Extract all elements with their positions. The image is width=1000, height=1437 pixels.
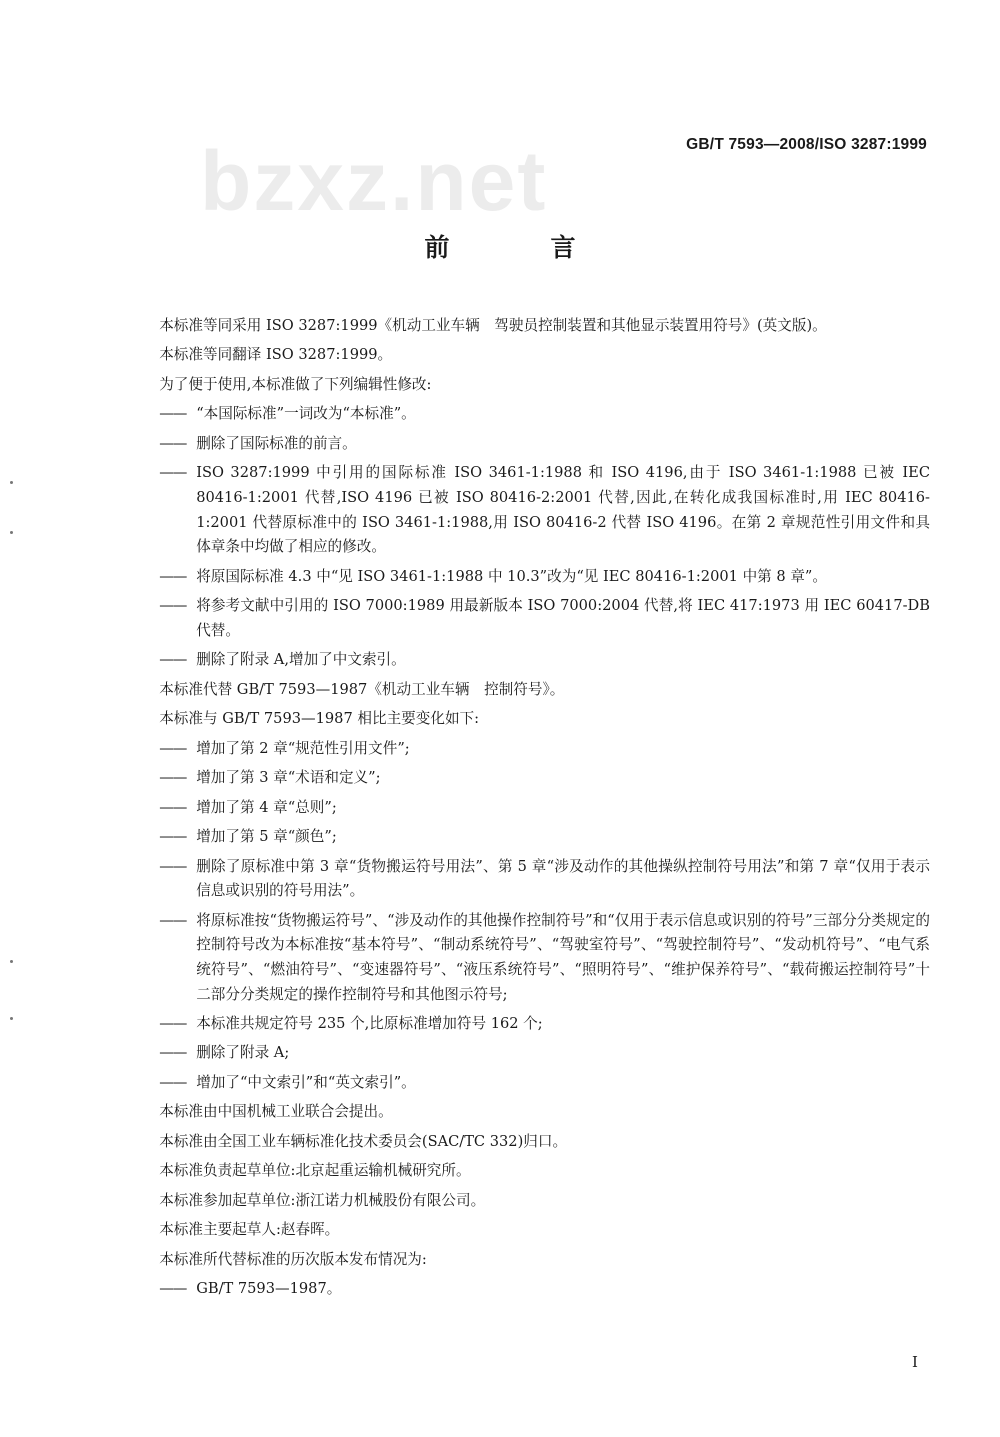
paragraph: 为了便于使用,本标准做了下列编辑性修改: bbox=[159, 375, 432, 393]
dash-item-text: ISO 3287:1999 中引用的国际标准 ISO 3461-1:1988 和 ISO 4196,由于 ISO 3461-1:1988 已被 IEC 80416-1:2001 代替,ISO 4196 已被 ISO 80416-2:2001 代替,因此,在转化成我国标准时,用 IEC 80416-1:2001 代替原标准中的 ISO 3461-1:1988,用 ISO 80416-2 代替 ISO 4196。在第 2 章规范性引用文件和具体章条中均做了相应的修改。 bbox=[196, 464, 930, 556]
paragraph: 本标准代替 GB/T 7593—1987《机动工业车辆 控制符号》。 bbox=[159, 680, 565, 698]
dash-list-item bbox=[130, 648, 930, 673]
margin-mark bbox=[10, 960, 13, 963]
paragraph: 本标准等同翻译 ISO 3287:1999。 bbox=[159, 346, 393, 364]
dash-list-item bbox=[130, 402, 930, 427]
dash-marker: —— bbox=[159, 567, 187, 585]
dash-item-text: 增加了“中文索引”和“英文索引”。 bbox=[196, 1073, 416, 1091]
dash-list-item bbox=[130, 825, 930, 850]
dash-item-text: 删除了国际标准的前言。 bbox=[196, 434, 357, 452]
dash-item-text: 删除了附录 A; bbox=[196, 1044, 290, 1062]
margin-mark bbox=[10, 481, 13, 484]
paragraph: 本标准负责起草单位:北京起重运输机械研究所。 bbox=[159, 1162, 471, 1180]
margin-mark bbox=[10, 531, 13, 534]
dash-list-item bbox=[130, 594, 930, 643]
dash-item-text: GB/T 7593—1987。 bbox=[196, 1280, 342, 1298]
dash-list-item bbox=[130, 796, 930, 821]
dash-item-text: 增加了第 5 章“颜色”; bbox=[196, 828, 337, 846]
dash-item-text: 将参考文献中引用的 ISO 7000:1989 用最新版本 ISO 7000:2004 代替,将 IEC 417:1973 用 IEC 60417-DB 代替。 bbox=[196, 597, 930, 639]
watermark: bzxz.net bbox=[200, 134, 548, 228]
paragraph: 本标准所代替标准的历次版本发布情况为: bbox=[159, 1250, 427, 1268]
dash-list-item bbox=[130, 461, 930, 559]
paragraph: 本标准由中国机械工业联合会提出。 bbox=[159, 1103, 393, 1121]
paragraph: 本标准主要起草人:赵春晖。 bbox=[159, 1221, 340, 1239]
dash-marker: —— bbox=[159, 464, 187, 482]
dash-item-text: 增加了第 3 章“术语和定义”; bbox=[196, 769, 381, 787]
dash-marker: —— bbox=[159, 405, 187, 423]
margin-mark bbox=[10, 1017, 13, 1020]
page-title: 前 言 bbox=[424, 233, 614, 262]
standard-code: GB/T 7593—2008/ISO 3287:1999 bbox=[686, 136, 927, 153]
dash-marker: —— bbox=[159, 434, 187, 452]
dash-marker: —— bbox=[159, 828, 187, 846]
dash-marker: —— bbox=[159, 1014, 187, 1032]
dash-marker: —— bbox=[159, 798, 187, 816]
dash-marker: —— bbox=[159, 597, 187, 615]
dash-marker: —— bbox=[159, 1073, 187, 1091]
dash-marker: —— bbox=[159, 1280, 187, 1298]
dash-item-text: 本标准共规定符号 235 个,比原标准增加符号 162 个; bbox=[196, 1014, 543, 1032]
document-body bbox=[130, 314, 930, 1307]
dash-marker: —— bbox=[159, 1044, 187, 1062]
dash-list-item bbox=[130, 1012, 930, 1037]
dash-list-item bbox=[130, 766, 930, 791]
dash-item-text: 删除了附录 A,增加了中文索引。 bbox=[196, 651, 406, 669]
paragraph: 本标准与 GB/T 7593—1987 相比主要变化如下: bbox=[159, 710, 480, 728]
dash-item-text: 将原国际标准 4.3 中“见 ISO 3461-1:1988 中 10.3”改为“见 IEC 80416-1:2001 中第 8 章”。 bbox=[196, 567, 827, 585]
page-number: I bbox=[912, 1353, 918, 1371]
paragraph: 本标准等同采用 ISO 3287:1999《机动工业车辆 驾驶员控制装置和其他显示装置用符号》(英文版)。 bbox=[159, 317, 827, 334]
dash-list-item bbox=[130, 565, 930, 590]
dash-item-text: 增加了第 2 章“规范性引用文件”; bbox=[196, 739, 410, 757]
dash-list-item bbox=[130, 432, 930, 457]
dash-list-item bbox=[130, 1071, 930, 1096]
dash-list-item bbox=[130, 855, 930, 904]
dash-list-item bbox=[130, 909, 930, 1007]
dash-item-text: 删除了原标准中第 3 章“货物搬运符号用法”、第 5 章“涉及动作的其他操纵控制符号用法”和第 7 章“仅用于表示信息或识别的符号用法”。 bbox=[196, 857, 930, 900]
dash-item-text: 增加了第 4 章“总则”; bbox=[196, 798, 337, 816]
paragraph: 本标准由全国工业车辆标准化技术委员会(SAC/TC 332)归口。 bbox=[159, 1132, 568, 1150]
dash-item-text: 将原标准按“货物搬运符号”、“涉及动作的其他操作控制符号”和“仅用于表示信息或识别的符号”三部分分类规定的控制符号改为本标准按“基本符号”、“制动系统符号”、“驾驶室符号”、“驾驶控制符号”、“发动机符号”、“电气系统符号”、“燃油符号”、“变速器符号”、“液压系统符号”、“照明符号”、“维护保养符号”、“载荷搬运控制符号”十二部分分类规定的操作控制符号和其他图示符号; bbox=[196, 911, 930, 1003]
dash-marker: —— bbox=[159, 857, 187, 875]
dash-list-item bbox=[130, 737, 930, 762]
dash-list-item bbox=[130, 1041, 930, 1066]
dash-marker: —— bbox=[159, 739, 187, 757]
dash-marker: —— bbox=[159, 651, 187, 669]
dash-marker: —— bbox=[159, 769, 187, 787]
paragraph: 本标准参加起草单位:浙江诺力机械股份有限公司。 bbox=[159, 1191, 486, 1209]
dash-item-text: “本国际标准”一词改为“本标准”。 bbox=[196, 405, 416, 423]
dash-marker: —— bbox=[159, 911, 187, 929]
dash-list-item bbox=[130, 1277, 930, 1302]
